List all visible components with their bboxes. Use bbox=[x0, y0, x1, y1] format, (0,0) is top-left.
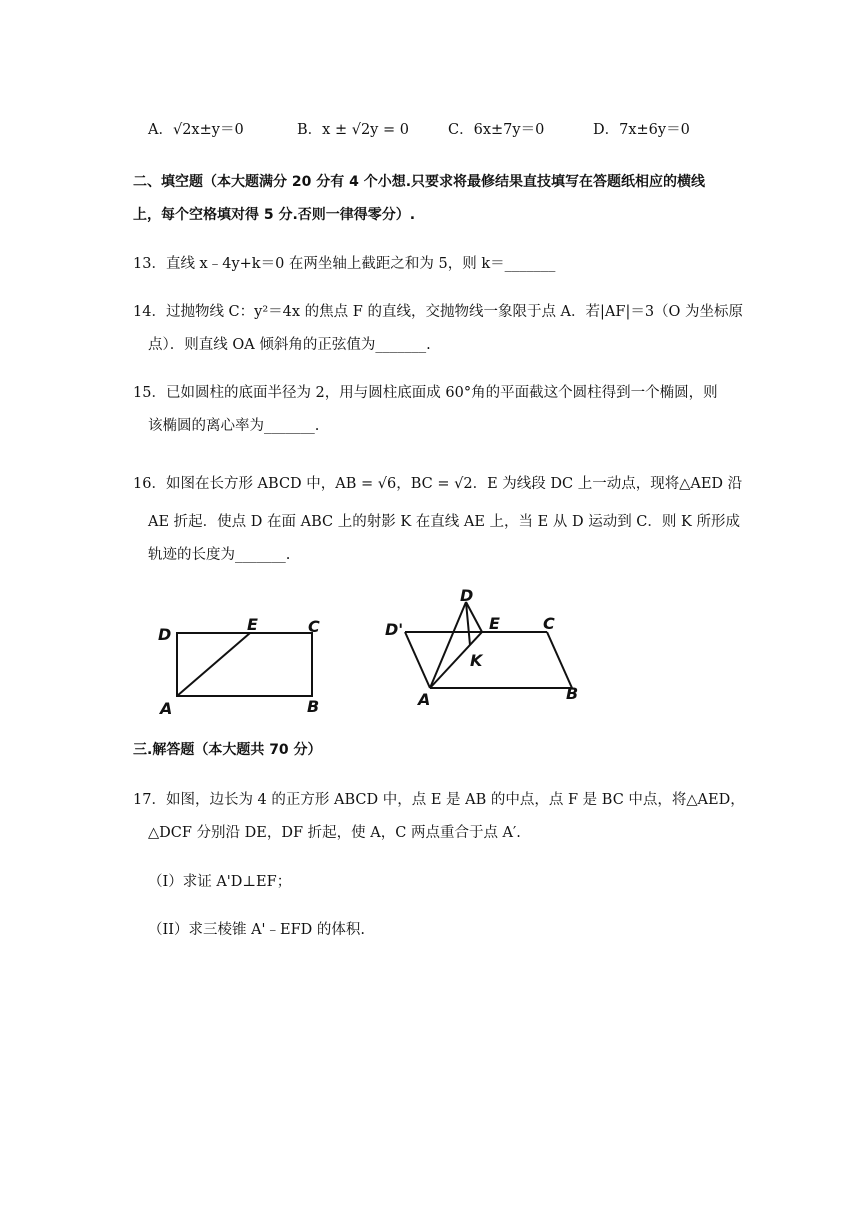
question-15-line1: 15．已如圆柱的底面半径为 2，用与圆柱底面成 60°角的平面截这个圆柱得到一个椭圆，则 bbox=[133, 385, 718, 401]
question-15-line2: 该椭圆的离心率为_______. bbox=[148, 418, 320, 434]
option-b: B．x ± √2y = 0 bbox=[297, 122, 409, 138]
segment-c-b bbox=[547, 632, 572, 688]
label-d: D bbox=[460, 586, 474, 605]
label-c: C bbox=[543, 614, 555, 633]
segment-dprime-a bbox=[405, 632, 430, 688]
question-14-line1: 14．过抛物线 C：y²＝4x 的焦点 F 的直线，交抛物线一象限于点 A．若|AF|＝3（O 为坐标原 bbox=[133, 304, 744, 320]
figure-rectangle-abcd bbox=[150, 610, 340, 720]
section2-heading-line1: 二、填空题（本大题满分 20 分有 4 个小想.只要求将最修结果直技填写在答题纸相应的横线 bbox=[133, 174, 706, 190]
question-16-line3: 轨迹的长度为_______. bbox=[148, 547, 291, 563]
label-dprime: D' bbox=[385, 620, 404, 639]
rectangle-shape bbox=[177, 633, 312, 696]
section2-heading-line2: 上，每个空格填对得 5 分.否则一律得零分）. bbox=[133, 207, 416, 223]
option-c: C．6x±7y＝0 bbox=[448, 122, 545, 138]
label-d: D bbox=[158, 625, 172, 644]
question-16-line1: 16．如图在长方形 ABCD 中，AB = √6，BC = √2．E 为线段 DC 上一动点，现将△AED 沿 bbox=[133, 476, 743, 492]
label-e: E bbox=[247, 615, 258, 634]
question-17-part1: （I）求证 A'D⊥EF； bbox=[148, 874, 292, 890]
label-b: B bbox=[307, 697, 320, 716]
question-14-line2: 点）．则直线 OA 倾斜角的正弦值为_______. bbox=[148, 337, 431, 353]
label-a: A bbox=[418, 690, 431, 709]
question-17-line1: 17．如图，边长为 4 的正方形 ABCD 中，点 E 是 AB 的中点，点 F 是 BC 中点，将△AED， bbox=[133, 792, 745, 808]
option-a: A．√2x±y＝0 bbox=[148, 122, 244, 138]
segment-a-d bbox=[430, 602, 466, 688]
section3-heading: 三.解答题（本大题共 70 分） bbox=[133, 742, 322, 758]
question-16-line2: AE 折起．使点 D 在面 ABC 上的射影 K 在直线 AE 上，当 E 从 D 运动到 C．则 K 所形成 bbox=[148, 514, 740, 530]
question-17-line2: △DCF 分别沿 DE，DF 折起，使 A，C 两点重合于点 A′. bbox=[148, 825, 521, 841]
label-c: C bbox=[308, 617, 320, 636]
segment-ae bbox=[177, 633, 250, 696]
question-13: 13．直线 x﹣4y+k＝0 在两坐轴上截距之和为 5，则 k＝_______ bbox=[133, 256, 556, 272]
label-b: B bbox=[566, 684, 579, 703]
option-d: D．7x±6y＝0 bbox=[593, 122, 690, 138]
label-e: E bbox=[489, 614, 500, 633]
figure-folded bbox=[380, 585, 600, 715]
label-k: K bbox=[470, 651, 483, 670]
question-17-part2: （II）求三棱锥 A'﹣EFD 的体积. bbox=[148, 922, 366, 938]
label-a: A bbox=[160, 699, 173, 718]
